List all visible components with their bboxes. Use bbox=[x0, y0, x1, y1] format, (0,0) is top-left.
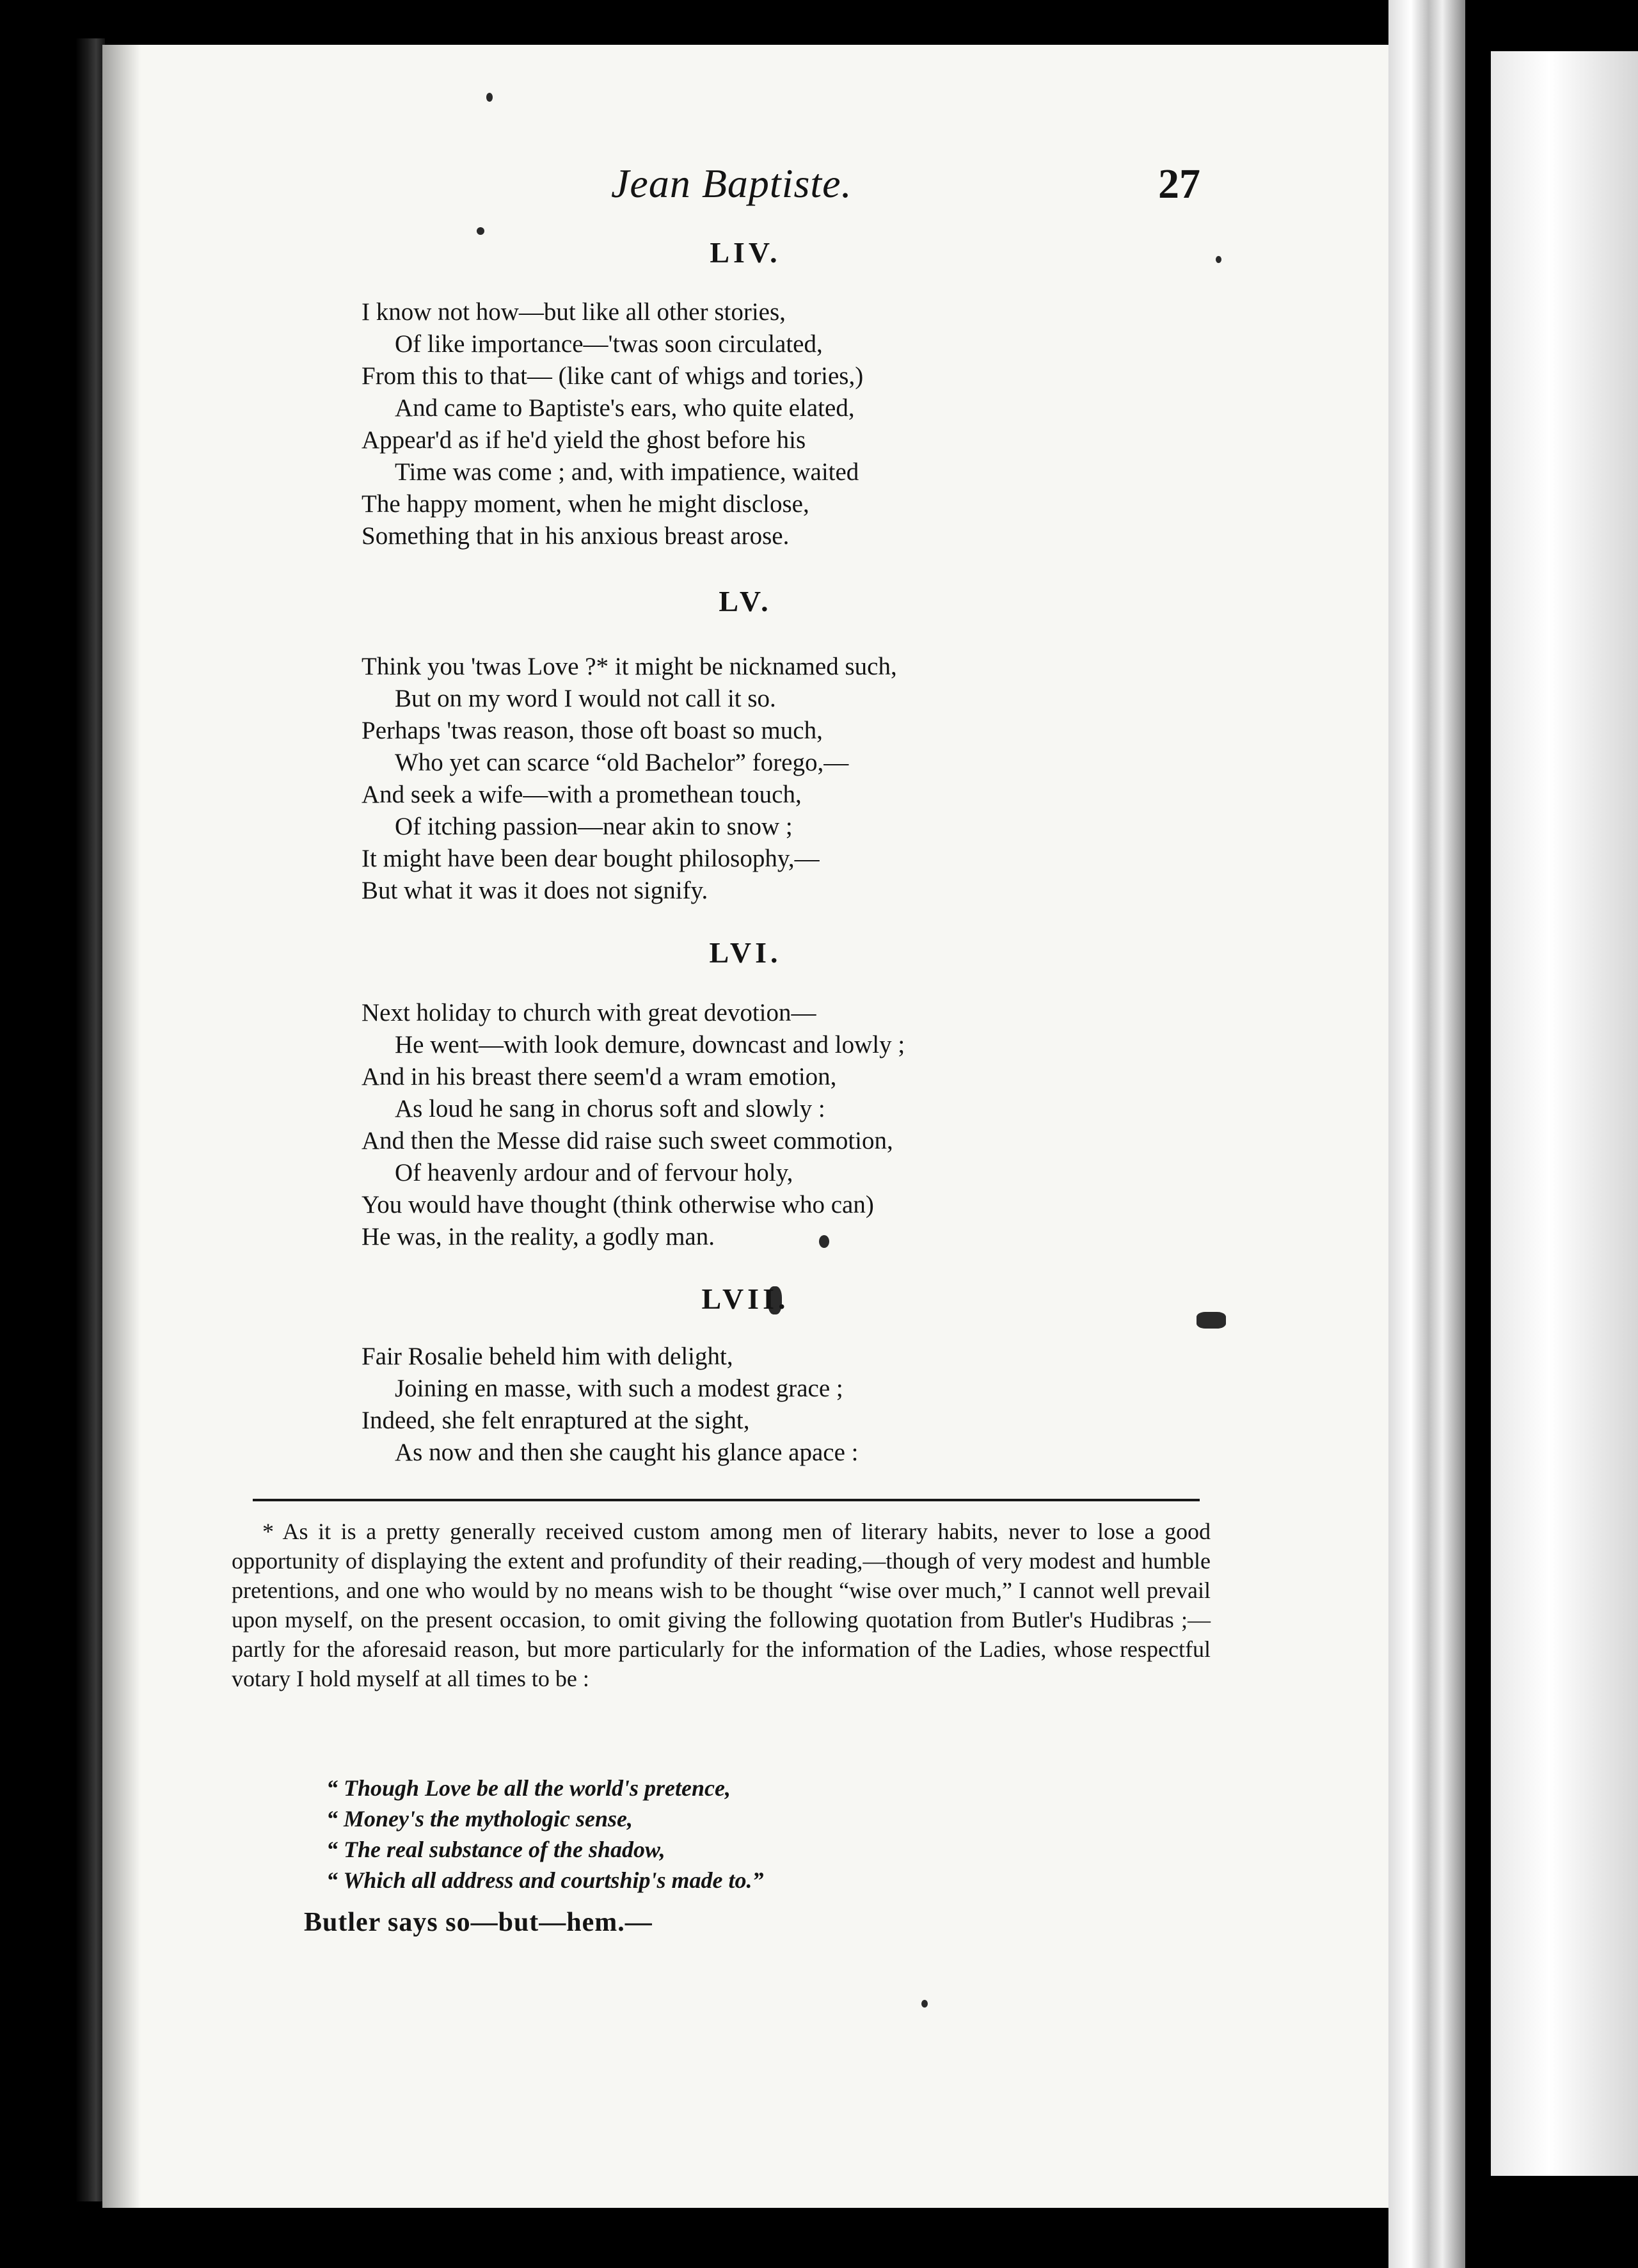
verse-line: As now and then she caught his glance apace : bbox=[395, 1439, 859, 1466]
verse-line: And then the Messe did raise such sweet commotion, bbox=[362, 1127, 893, 1154]
page-number: 27 bbox=[1158, 161, 1200, 207]
verse-line: Of like importance—'twas soon circulated, bbox=[395, 330, 823, 358]
verse-line: He was, in the reality, a godly man. bbox=[362, 1223, 715, 1250]
verse-line: Time was come ; and, with impatience, waited bbox=[395, 458, 859, 486]
running-title: Jean Baptiste. bbox=[611, 161, 852, 206]
quote-line: “ Though Love be all the world's pretence, bbox=[326, 1775, 731, 1801]
adjacent-page-sliver bbox=[1491, 51, 1638, 2176]
stanza-number: LIV. bbox=[710, 236, 781, 269]
verse-line: Who yet can scarce “old Bachelor” forego,— bbox=[395, 749, 849, 776]
running-header bbox=[102, 154, 1388, 211]
page-binding-shadow bbox=[102, 45, 141, 2208]
verse-line: And in his breast there seem'd a wram emotion, bbox=[362, 1063, 837, 1090]
verse-line: Joining en masse, with such a modest grace ; bbox=[395, 1375, 843, 1402]
footnote bbox=[232, 1517, 1211, 1693]
verse-line: You would have thought (think otherwise who can) bbox=[362, 1191, 874, 1218]
footnote-signoff: Butler says so—but—hem.— bbox=[304, 1908, 653, 1937]
stanza-number: LVI. bbox=[709, 936, 782, 969]
verse-line: And came to Baptiste's ears, who quite elated, bbox=[395, 394, 855, 422]
verse-line: Of itching passion—near akin to snow ; bbox=[395, 813, 793, 840]
scan-speck bbox=[921, 2000, 928, 2008]
verse-line: Think you 'twas Love ?* it might be nicknamed such, bbox=[362, 653, 897, 680]
verse-line: But what it was it does not signify. bbox=[362, 877, 708, 904]
stanza-number: LVII. bbox=[701, 1282, 790, 1315]
verse-line: From this to that— (like cant of whigs and tories,) bbox=[362, 362, 864, 390]
verse-line: And seek a wife—with a promethean touch, bbox=[362, 781, 802, 808]
footnote-text: * As it is a pretty generally received custom among men of literary habits, never to lose a good opportunity of displaying the extent and profundity of their reading,—though of very modest and humble pretentions, and one who would by no means wish to be thought “wise over much,” I cannot well prevail upon myself, on the present occasion, to omit giving the following quotation from Butler's Hudibras ;—partly for the aforesaid reason, but more particularly for the information of the Ladies, whose respectful votary I hold myself at all times to be : bbox=[232, 1519, 1211, 1691]
verse-line: Something that in his anxious breast arose. bbox=[362, 522, 790, 550]
verse-line: It might have been dear bought philosophy,— bbox=[362, 845, 820, 872]
quote-line: “ The real substance of the shadow, bbox=[326, 1837, 665, 1862]
stanza-liv bbox=[362, 296, 1193, 552]
verse-line: Of heavenly ardour and of fervour holy, bbox=[395, 1159, 793, 1186]
verse-line: Indeed, she felt enraptured at the sight, bbox=[362, 1407, 750, 1434]
stanza-lvii bbox=[362, 1341, 1193, 1469]
scan-speck bbox=[486, 93, 493, 102]
quote-line: “ Money's the mythologic sense, bbox=[326, 1806, 633, 1832]
verse-line: I know not how—but like all other stories, bbox=[362, 298, 786, 326]
verse-line: Appear'd as if he'd yield the ghost before his bbox=[362, 426, 806, 454]
footnote-rule bbox=[253, 1499, 1200, 1501]
hudibras-quotation bbox=[326, 1773, 1094, 1896]
scan-speck bbox=[477, 227, 484, 235]
verse-line: He went—with look demure, downcast and lowly ; bbox=[395, 1031, 905, 1058]
page-edge-gutter bbox=[1388, 0, 1478, 2268]
stanza-number: LV. bbox=[719, 585, 772, 618]
scan-border-divider bbox=[1465, 0, 1491, 2268]
verse-line: Perhaps 'twas reason, those oft boast so much, bbox=[362, 717, 823, 744]
stanza-lvi bbox=[362, 997, 1193, 1253]
verse-line: As loud he sang in chorus soft and slowly : bbox=[395, 1095, 825, 1122]
verse-line: Next holiday to church with great devotion— bbox=[362, 999, 816, 1026]
verse-line: But on my word I would not call it so. bbox=[395, 685, 776, 712]
book-spine bbox=[76, 38, 105, 2201]
verse-line: Fair Rosalie beheld him with delight, bbox=[362, 1343, 733, 1370]
verse-line: The happy moment, when he might disclose, bbox=[362, 490, 809, 518]
quote-line: “ Which all address and courtship's made to.” bbox=[326, 1867, 764, 1893]
stanza-lv bbox=[362, 651, 1193, 907]
